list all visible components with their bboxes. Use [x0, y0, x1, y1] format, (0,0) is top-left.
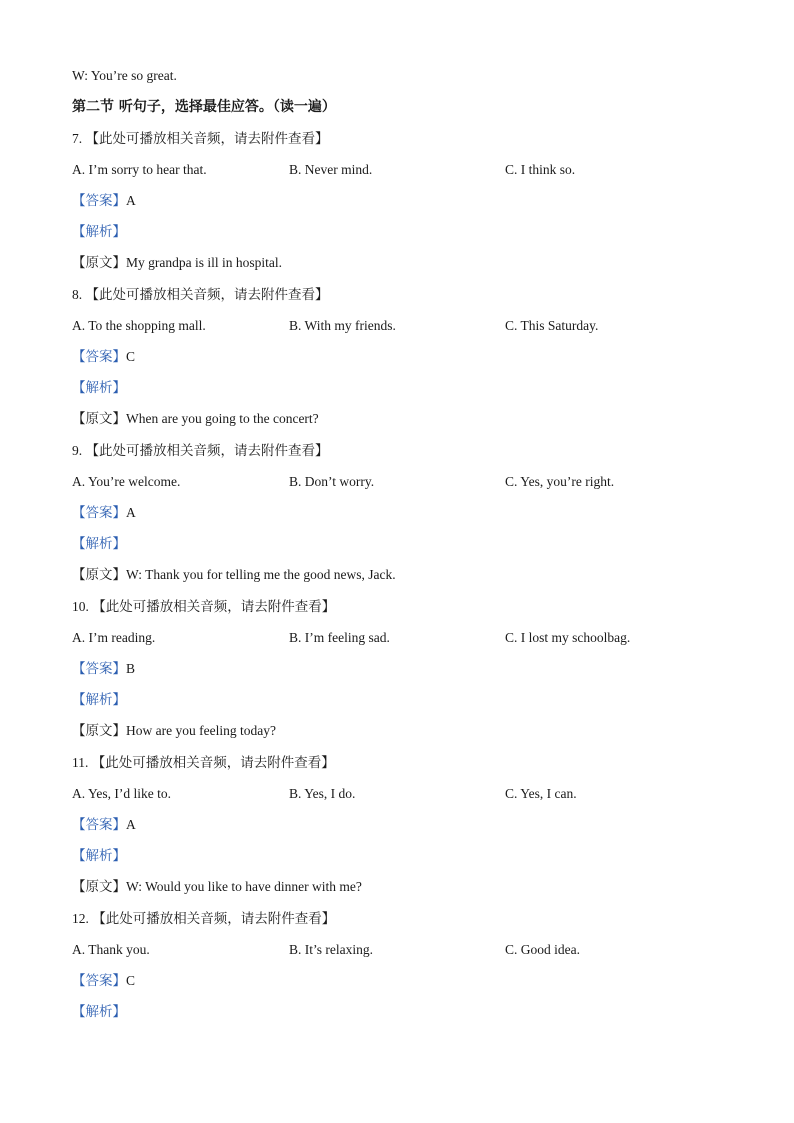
audio-placeholder: 【此处可播放相关音频，请去附件查看】 [85, 131, 329, 147]
analysis-label: 【解析】 [72, 1004, 126, 1020]
question-prompt [72, 286, 329, 304]
transcript-text: How are you feeling today? [126, 723, 276, 738]
option-a: A. You’re welcome. [72, 474, 181, 489]
section-heading: 第二节 听句子，选择最佳应答。（读一遍） [72, 99, 336, 115]
answer-line [72, 660, 135, 678]
answer-label: 【答案】 [72, 661, 126, 677]
answer-line [72, 192, 136, 210]
option-b: B. Yes, I do. [289, 786, 356, 801]
answer-line [72, 816, 136, 834]
audio-placeholder: 【此处可播放相关音频，请去附件查看】 [85, 287, 329, 303]
analysis-label: 【解析】 [72, 692, 126, 708]
answer-value: A [126, 817, 136, 832]
option-a: A. I’m sorry to hear that. [72, 162, 207, 177]
audio-placeholder: 【此处可播放相关音频，请去附件查看】 [85, 443, 329, 459]
option-c: C. I think so. [505, 162, 576, 177]
analysis-line [72, 847, 126, 865]
analysis-line [72, 223, 126, 241]
answer-value: A [126, 193, 136, 208]
question-prompt [72, 754, 335, 772]
transcript-label: 【原文】 [72, 411, 126, 427]
question-prompt [72, 598, 335, 616]
answer-value: C [126, 349, 136, 364]
question-prompt [72, 130, 329, 148]
transcript-line [72, 254, 282, 272]
transcript-line [72, 878, 362, 896]
answer-label: 【答案】 [72, 349, 126, 365]
question-number: 10. [72, 599, 89, 614]
intro-line: W: You’re so great. [72, 68, 177, 83]
transcript-text: W: Would you like to have dinner with me? [126, 879, 362, 894]
question-number: 9. [72, 443, 83, 458]
transcript-label: 【原文】 [72, 255, 126, 271]
transcript-line [72, 722, 276, 740]
transcript-label: 【原文】 [72, 723, 126, 739]
answer-value: A [126, 505, 136, 520]
question-number: 12. [72, 911, 89, 926]
option-c: C. This Saturday. [505, 318, 599, 333]
option-c: C. Good idea. [505, 942, 580, 957]
transcript-line [72, 410, 319, 428]
analysis-line [72, 1003, 126, 1021]
option-a: A. Thank you. [72, 942, 150, 957]
transcript-line [72, 566, 396, 584]
audio-placeholder: 【此处可播放相关音频，请去附件查看】 [92, 911, 336, 927]
audio-placeholder: 【此处可播放相关音频，请去附件查看】 [91, 755, 335, 771]
option-b: B. Never mind. [289, 162, 373, 177]
answer-label: 【答案】 [72, 193, 126, 209]
analysis-label: 【解析】 [72, 224, 126, 240]
answer-line [72, 972, 135, 990]
option-c: C. I lost my schoolbag. [505, 630, 631, 645]
transcript-text: My grandpa is ill in hospital. [126, 255, 282, 270]
answer-line [72, 504, 136, 522]
analysis-line [72, 691, 126, 709]
option-c: C. Yes, I can. [505, 786, 577, 801]
question-prompt [72, 442, 329, 460]
option-c: C. Yes, you’re right. [505, 474, 615, 489]
option-a: A. To the shopping mall. [72, 318, 206, 333]
answer-value: C [126, 973, 136, 988]
answer-line [72, 348, 135, 366]
option-b: B. I’m feeling sad. [289, 630, 390, 645]
analysis-line [72, 379, 126, 397]
question-prompt [72, 910, 335, 928]
analysis-label: 【解析】 [72, 848, 126, 864]
option-b: B. It’s relaxing. [289, 942, 373, 957]
question-number: 7. [72, 131, 83, 146]
option-b: B. Don’t worry. [289, 474, 375, 489]
question-number: 8. [72, 287, 83, 302]
option-b: B. With my friends. [289, 318, 396, 333]
option-a: A. I’m reading. [72, 630, 156, 645]
answer-label: 【答案】 [72, 817, 126, 833]
answer-value: B [126, 661, 136, 676]
question-number: 11. [72, 755, 89, 770]
analysis-label: 【解析】 [72, 380, 126, 396]
option-a: A. Yes, I’d like to. [72, 786, 172, 801]
audio-placeholder: 【此处可播放相关音频，请去附件查看】 [92, 599, 336, 615]
transcript-text: When are you going to the concert? [126, 411, 319, 426]
transcript-label: 【原文】 [72, 567, 126, 583]
answer-label: 【答案】 [72, 505, 126, 521]
analysis-label: 【解析】 [72, 536, 126, 552]
analysis-line [72, 535, 126, 553]
transcript-text: W: Thank you for telling me the good news, Jack. [126, 567, 396, 582]
transcript-label: 【原文】 [72, 879, 126, 895]
answer-label: 【答案】 [72, 973, 126, 989]
